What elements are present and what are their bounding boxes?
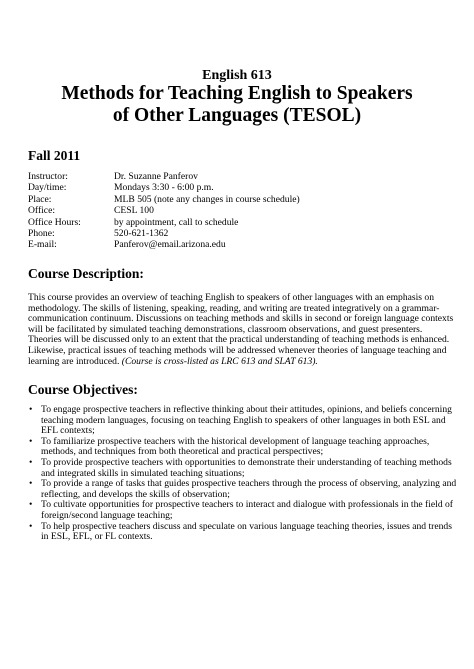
description-line: methodology. The skills of listening, speaking, reading, and writing are treated integratively on a grammar- [28, 302, 440, 314]
course-info-table [28, 171, 448, 251]
bullet-icon: • [29, 520, 33, 532]
info-label: Instructor: [28, 171, 68, 182]
objective-line: foreign/second language teaching; [41, 509, 173, 521]
objective-line: teaching modern languages, focusing on teaching English to speakers of other languages in both ESL and [41, 414, 446, 426]
email-address: Panferov@email.arizona.edu [114, 239, 226, 251]
objective-item [28, 437, 458, 458]
info-row-email [28, 239, 448, 250]
info-label: Office: [28, 205, 55, 217]
description-line: This course provides an overview of teaching English to speakers of other languages with an emphasis on [28, 292, 435, 303]
objective-item [28, 500, 458, 521]
objective-line: reflecting, and develops the skills of observation; [41, 488, 230, 500]
info-label: Day/time: [28, 182, 67, 194]
info-value: by appointment, call to schedule [114, 216, 239, 228]
bullet-icon: • [29, 499, 33, 511]
info-value: Mondays 3:30 - 6:00 p.m. [114, 182, 214, 194]
info-value: Dr. Suzanne Panferov [114, 171, 198, 182]
course-description-body [28, 292, 454, 367]
course-title-line-1: Methods for Teaching English to Speakers [61, 83, 413, 104]
info-row-phone [28, 228, 448, 239]
objective-line: and integrated skills in simulated teaching situations; [41, 467, 245, 479]
info-row-instructor [28, 171, 448, 182]
description-line: Likewise, practical issues of teaching methods will be addressed whenever theories of language teaching and [28, 344, 447, 356]
objective-line: To familiarize prospective teachers with the historical development of language teaching approaches, [41, 435, 430, 447]
info-value: 520-621-1362 [114, 227, 169, 239]
course-code: English 613 [202, 68, 272, 83]
objective-line: To engage prospective teachers in reflective thinking about their attitudes, opinions, and beliefs concerning [41, 404, 452, 415]
objective-line: To provide prospective teachers with opportunities to demonstrate their understanding of teaching methods [41, 456, 452, 468]
objective-item [28, 479, 458, 500]
objective-line: in ESL, EFL, or FL contexts. [41, 531, 153, 543]
info-label: Place: [28, 193, 52, 205]
description-last-plain: learning are introduced. [28, 355, 122, 367]
objective-item [28, 458, 458, 479]
info-row-office-hours [28, 217, 448, 228]
description-line: will be facilitated by simulated teaching demonstrations, classroom observations, and guest presenters. [28, 323, 423, 335]
course-objectives-list [28, 405, 458, 543]
bullet-icon: • [29, 404, 33, 415]
info-row-daytime [28, 182, 448, 193]
objective-line: EFL contexts; [41, 425, 95, 437]
info-label: Phone: [28, 227, 55, 239]
objective-line: To provide a range of tasks that guides prospective teachers through the process of observing, analyzing and [41, 478, 457, 490]
bullet-icon: • [29, 478, 33, 490]
course-objectives-heading: Course Objectives: [28, 382, 138, 397]
objective-item [28, 405, 458, 437]
info-value: CESL 100 [114, 205, 154, 217]
objective-item [28, 522, 458, 543]
term-heading: Fall 2011 [28, 148, 81, 163]
description-line: communication continuum. Discussions on teaching methods and skills in second or foreign language contexts [28, 313, 454, 325]
bullet-icon: • [29, 456, 33, 468]
info-label: Office Hours: [28, 216, 81, 228]
cross-listing-note: (Course is cross-listed as LRC 613 and SLAT 613). [121, 355, 318, 367]
objective-line: methods, and techniques from both theoretical and practical perspectives; [41, 446, 324, 458]
course-description-heading: Course Description: [28, 266, 144, 281]
objective-line: To cultivate opportunities for prospective teachers to interact and dialogue with professionals in the field of [41, 499, 454, 511]
info-row-place [28, 194, 448, 205]
info-row-office [28, 205, 448, 216]
description-line-last [28, 357, 448, 368]
course-title-line-2: of Other Languages (TESOL) [112, 105, 362, 126]
description-line: Theories will be discussed only to an extent that the practical understanding of teaching methods is enhanced. [28, 334, 450, 346]
info-value: MLB 505 (note any changes in course schedule) [114, 193, 300, 205]
objective-line: To help prospective teachers discuss and speculate on various language teaching theories, issues and trends [41, 520, 452, 532]
info-label: E-mail: [28, 239, 57, 251]
bullet-icon: • [29, 435, 33, 447]
